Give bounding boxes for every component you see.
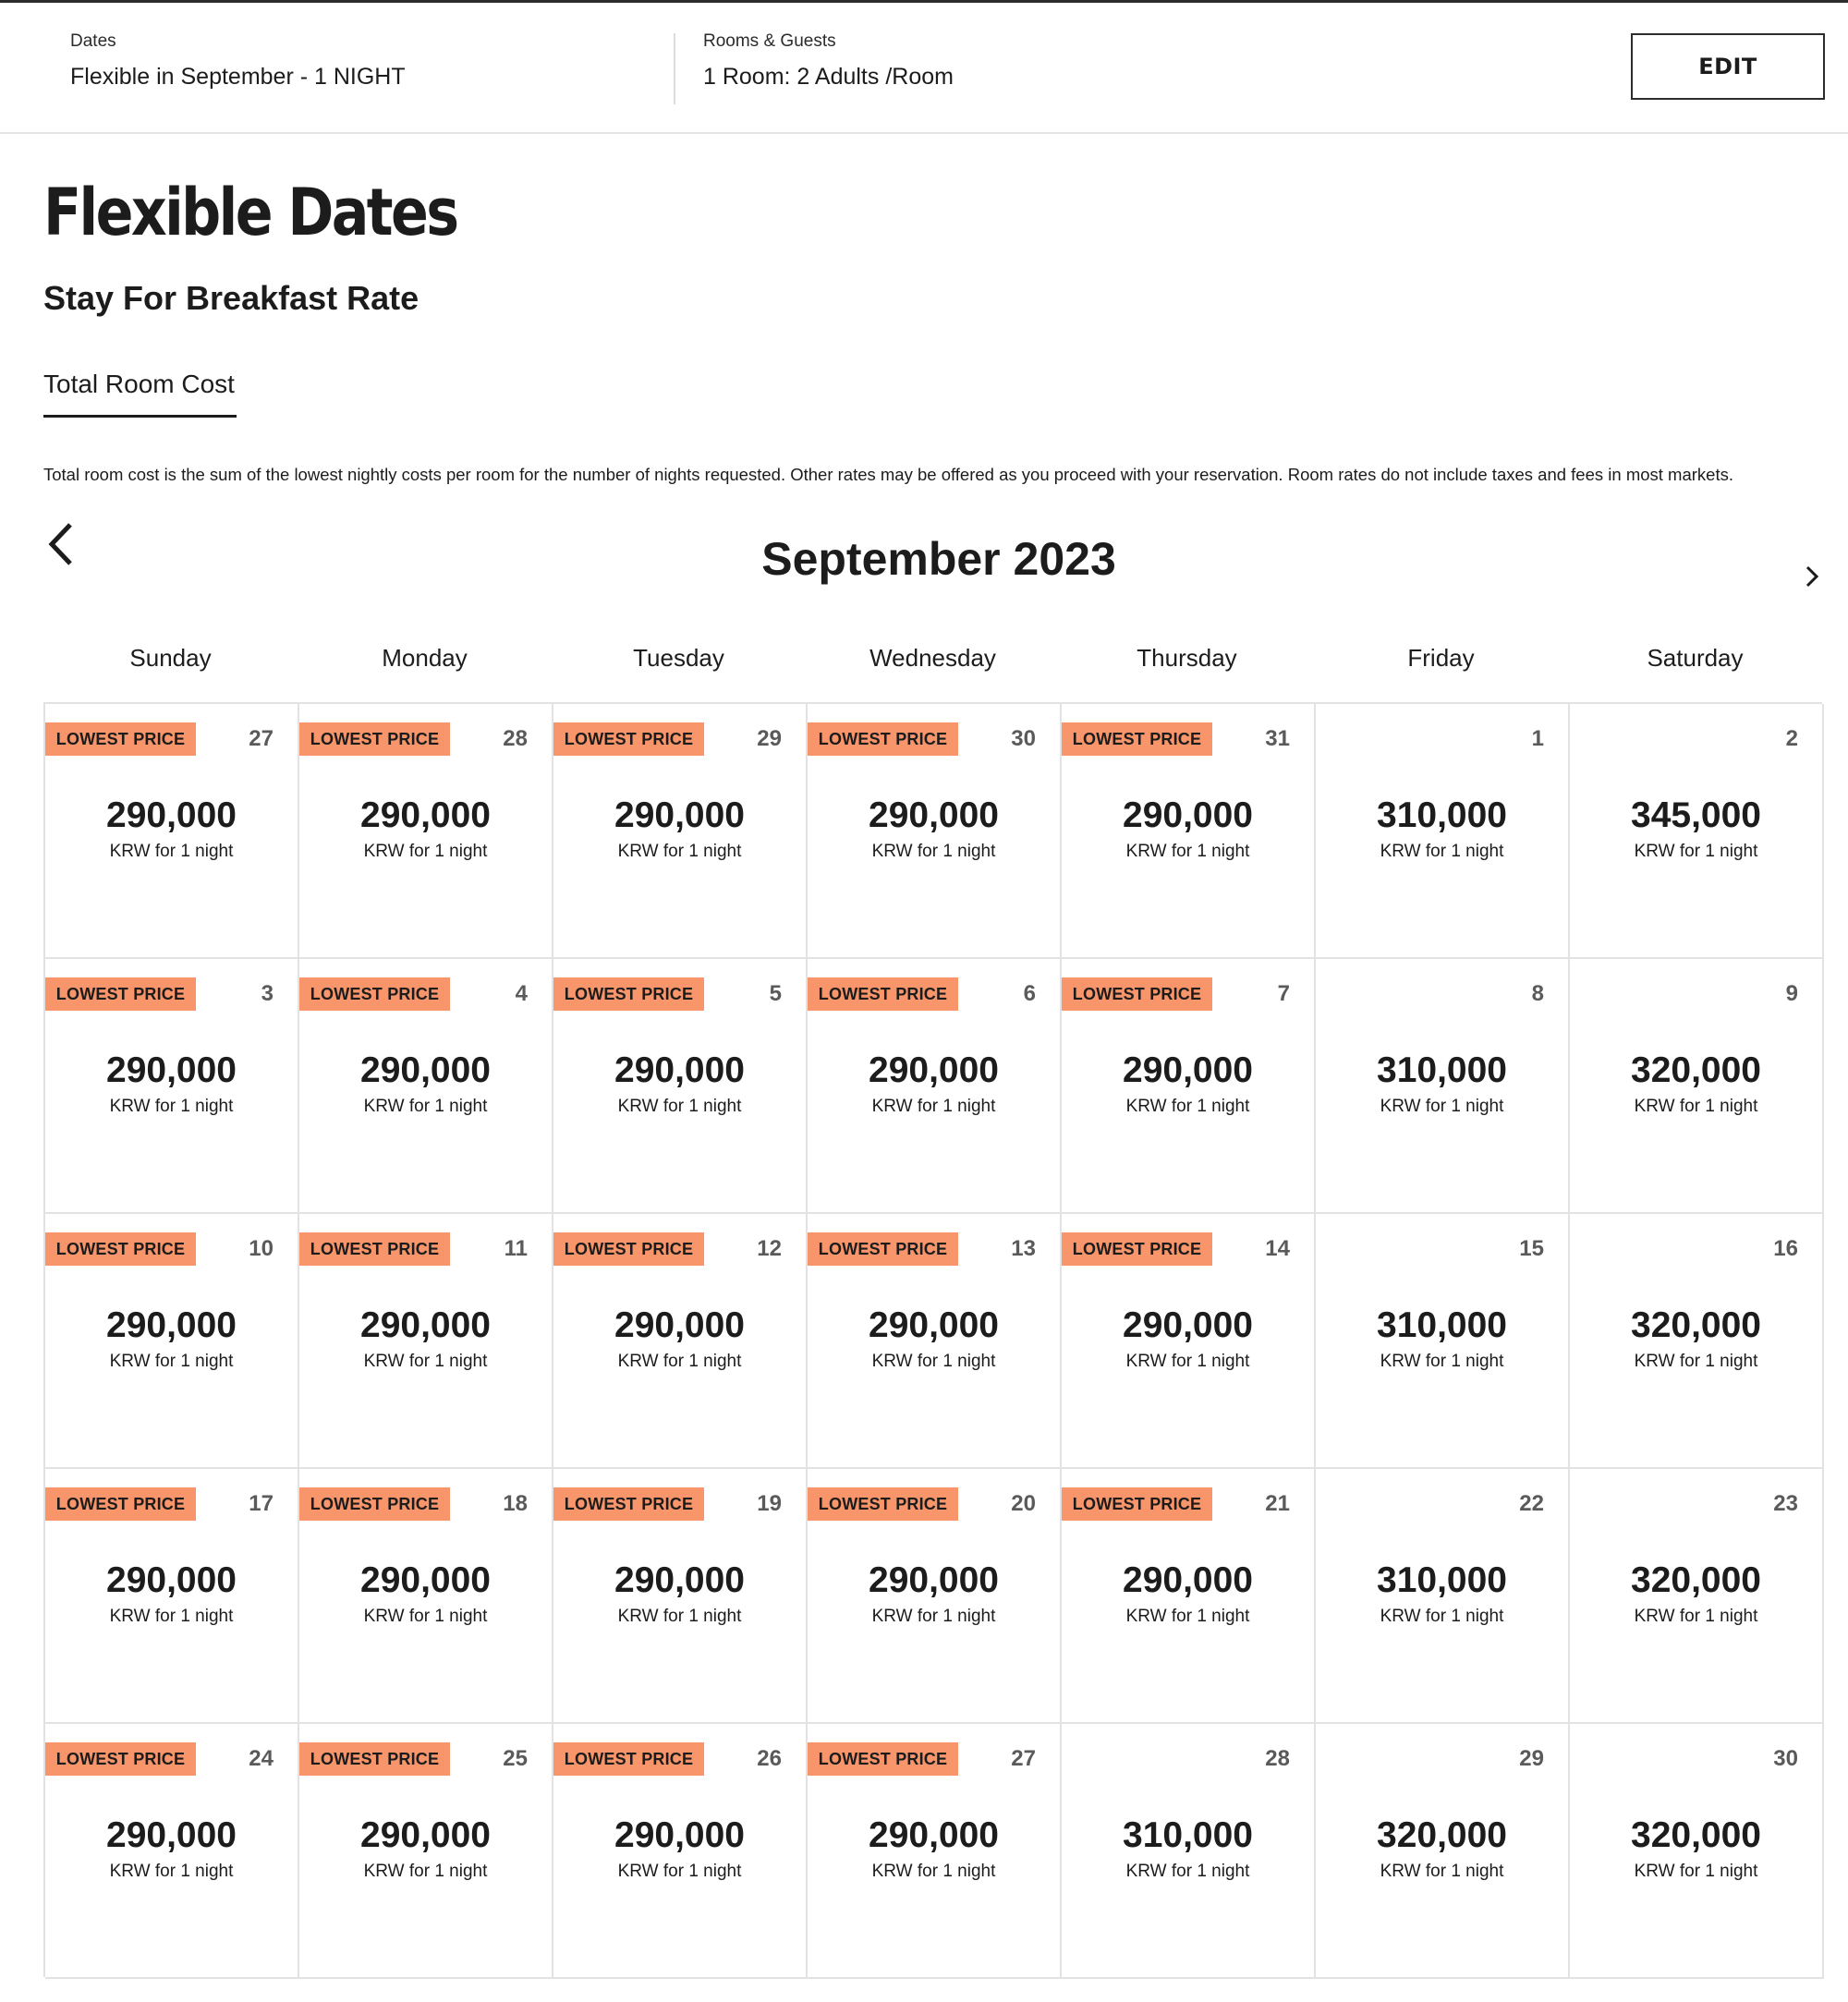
- day-number: 13: [1011, 1236, 1036, 1261]
- price-currency-note: KRW for 1 night: [1380, 1097, 1504, 1116]
- day-price: 290,000: [106, 795, 237, 835]
- price-currency-note: KRW for 1 night: [1634, 1097, 1758, 1116]
- price-currency-note: KRW for 1 night: [1125, 1097, 1250, 1116]
- day-price: 290,000: [869, 1560, 999, 1600]
- day-price: 290,000: [106, 1050, 237, 1090]
- price-currency-note: KRW for 1 night: [109, 1607, 234, 1626]
- lowest-price-badge: LOWEST PRICE: [1062, 1232, 1212, 1266]
- price-currency-note: KRW for 1 night: [1125, 1862, 1250, 1881]
- rate-name: Stay For Breakfast Rate: [43, 279, 419, 317]
- price-currency-note: KRW for 1 night: [1634, 1607, 1758, 1626]
- day-number: 3: [261, 981, 274, 1006]
- calendar-grid: [43, 702, 1822, 1977]
- day-number: 27: [1011, 1746, 1036, 1771]
- calendar-day-cell[interactable]: [1062, 1469, 1316, 1724]
- weekday-saturday: Saturday: [1647, 644, 1744, 672]
- price-currency-note: KRW for 1 night: [871, 1352, 996, 1371]
- price-currency-note: KRW for 1 night: [617, 1607, 742, 1626]
- rooms-guests-label: Rooms & Guests: [703, 31, 836, 51]
- price-currency-note: KRW for 1 night: [109, 1097, 234, 1116]
- lowest-price-badge: LOWEST PRICE: [45, 1487, 196, 1521]
- lowest-price-badge: LOWEST PRICE: [1062, 977, 1212, 1011]
- calendar-day-cell[interactable]: [1570, 1469, 1824, 1724]
- day-number: 4: [515, 981, 528, 1006]
- calendar-day-cell[interactable]: [808, 1214, 1062, 1469]
- day-price: 290,000: [869, 795, 999, 835]
- weekday-sunday: Sunday: [129, 644, 212, 672]
- price-currency-note: KRW for 1 night: [871, 1862, 996, 1881]
- day-number: 15: [1519, 1236, 1544, 1261]
- price-currency-note: KRW for 1 night: [363, 1352, 488, 1371]
- calendar-day-cell[interactable]: [1570, 704, 1824, 959]
- day-number: 12: [757, 1236, 782, 1261]
- day-price: 290,000: [106, 1560, 237, 1600]
- calendar-day-cell[interactable]: [299, 1214, 553, 1469]
- lowest-price-badge: LOWEST PRICE: [299, 1742, 450, 1776]
- calendar-day-cell[interactable]: [1062, 959, 1316, 1214]
- lowest-price-badge: LOWEST PRICE: [1062, 1487, 1212, 1521]
- weekday-monday: Monday: [382, 644, 468, 672]
- price-currency-note: KRW for 1 night: [871, 1097, 996, 1116]
- calendar-day-cell[interactable]: [1062, 1214, 1316, 1469]
- day-number: 22: [1519, 1491, 1544, 1516]
- day-price: 310,000: [1377, 1560, 1507, 1600]
- day-number: 8: [1531, 981, 1544, 1006]
- calendar-day-cell[interactable]: [1316, 1724, 1570, 1979]
- calendar-day-cell[interactable]: [553, 1469, 808, 1724]
- price-currency-note: KRW for 1 night: [617, 1352, 742, 1371]
- day-price: 290,000: [360, 1305, 491, 1345]
- weekday-thursday: Thursday: [1137, 644, 1237, 672]
- day-price: 290,000: [614, 1050, 745, 1090]
- weekday-wednesday: Wednesday: [869, 644, 996, 672]
- calendar-day-cell[interactable]: [45, 959, 299, 1214]
- day-number: 6: [1023, 981, 1036, 1006]
- lowest-price-badge: LOWEST PRICE: [299, 977, 450, 1011]
- calendar-day-cell[interactable]: [808, 704, 1062, 959]
- day-price: 290,000: [614, 1305, 745, 1345]
- price-currency-note: KRW for 1 night: [363, 842, 488, 861]
- day-price: 290,000: [1123, 1560, 1253, 1600]
- day-number: 5: [769, 981, 782, 1006]
- day-number: 24: [249, 1746, 274, 1771]
- lowest-price-badge: LOWEST PRICE: [45, 722, 196, 756]
- day-number: 17: [249, 1491, 274, 1516]
- rooms-guests-value: 1 Room: 2 Adults /Room: [703, 64, 954, 90]
- calendar-day-cell[interactable]: [1062, 704, 1316, 959]
- calendar-day-cell[interactable]: [553, 704, 808, 959]
- day-number: 9: [1785, 981, 1798, 1006]
- calendar-day-cell[interactable]: [45, 1469, 299, 1724]
- lowest-price-badge: LOWEST PRICE: [808, 722, 958, 756]
- price-currency-note: KRW for 1 night: [109, 1862, 234, 1881]
- price-currency-note: KRW for 1 night: [363, 1097, 488, 1116]
- day-price: 310,000: [1377, 1305, 1507, 1345]
- day-price: 290,000: [869, 1815, 999, 1855]
- calendar-day-cell[interactable]: [299, 1724, 553, 1979]
- day-number: 1: [1531, 726, 1544, 751]
- price-currency-note: KRW for 1 night: [1634, 842, 1758, 861]
- day-price: 290,000: [360, 795, 491, 835]
- rate-disclaimer: Total room cost is the sum of the lowest nightly costs per room for the number of nights requested. Other rates may be offered as you proceed with your reservation. Room rates do not include taxes and fees in most markets.: [43, 465, 1733, 484]
- day-price: 290,000: [360, 1815, 491, 1855]
- calendar-day-cell[interactable]: [1316, 1469, 1570, 1724]
- day-number: 26: [757, 1746, 782, 1771]
- price-currency-note: KRW for 1 night: [1380, 1607, 1504, 1626]
- day-number: 10: [249, 1236, 274, 1261]
- calendar-day-cell[interactable]: [299, 1469, 553, 1724]
- price-currency-note: KRW for 1 night: [1125, 1352, 1250, 1371]
- calendar-day-cell[interactable]: [1316, 959, 1570, 1214]
- day-number: 27: [249, 726, 274, 751]
- day-number: 29: [1519, 1746, 1544, 1771]
- day-price: 320,000: [1377, 1815, 1507, 1855]
- day-price: 320,000: [1631, 1815, 1761, 1855]
- calendar-day-cell[interactable]: [553, 1724, 808, 1979]
- weekday-friday: Friday: [1407, 644, 1475, 672]
- price-currency-note: KRW for 1 night: [617, 842, 742, 861]
- day-number: 30: [1773, 1746, 1798, 1771]
- day-number: 18: [503, 1491, 528, 1516]
- day-price: 320,000: [1631, 1305, 1761, 1345]
- calendar-day-cell[interactable]: [1316, 704, 1570, 959]
- price-currency-note: KRW for 1 night: [1125, 842, 1250, 861]
- price-currency-note: KRW for 1 night: [1380, 842, 1504, 861]
- day-price: 290,000: [614, 1560, 745, 1600]
- edit-button[interactable]: EDIT: [1631, 33, 1825, 100]
- day-price: 320,000: [1631, 1560, 1761, 1600]
- calendar-day-cell[interactable]: [299, 704, 553, 959]
- calendar-day-cell[interactable]: [808, 959, 1062, 1214]
- rooms-guests-summary[interactable]: [703, 30, 954, 91]
- month-title: September 2023: [761, 533, 1116, 585]
- calendar-day-cell[interactable]: [553, 1214, 808, 1469]
- calendar-day-cell[interactable]: [1570, 959, 1824, 1214]
- weekday-header: [43, 642, 1822, 673]
- lowest-price-badge: LOWEST PRICE: [299, 722, 450, 756]
- day-price: 310,000: [1377, 1050, 1507, 1090]
- lowest-price-badge: LOWEST PRICE: [553, 1232, 704, 1266]
- day-number: 7: [1277, 981, 1290, 1006]
- dates-summary[interactable]: [70, 30, 406, 91]
- calendar-day-cell[interactable]: [1570, 1214, 1824, 1469]
- price-currency-note: KRW for 1 night: [617, 1097, 742, 1116]
- day-number: 21: [1265, 1491, 1290, 1516]
- lowest-price-badge: LOWEST PRICE: [299, 1487, 450, 1521]
- tab-total-room-cost[interactable]: Total Room Cost: [43, 368, 237, 418]
- day-price: 320,000: [1631, 1050, 1761, 1090]
- lowest-price-badge: LOWEST PRICE: [45, 1232, 196, 1266]
- day-number: 29: [757, 726, 782, 751]
- day-price: 290,000: [1123, 1050, 1253, 1090]
- calendar-day-cell[interactable]: [1570, 1724, 1824, 1979]
- day-price: 310,000: [1123, 1815, 1253, 1855]
- day-number: 25: [503, 1746, 528, 1771]
- day-price: 310,000: [1377, 795, 1507, 835]
- day-number: 11: [504, 1236, 528, 1261]
- day-price: 290,000: [106, 1305, 237, 1345]
- calendar-day-cell[interactable]: [45, 1724, 299, 1979]
- calendar-day-cell[interactable]: [45, 1214, 299, 1469]
- chevron-right-icon: [1802, 564, 1824, 589]
- price-currency-note: KRW for 1 night: [1634, 1352, 1758, 1371]
- day-number: 23: [1773, 1491, 1798, 1516]
- dates-value: Flexible in September - 1 NIGHT: [70, 64, 406, 90]
- day-price: 345,000: [1631, 795, 1761, 835]
- day-number: 14: [1265, 1236, 1290, 1261]
- calendar-day-cell[interactable]: [808, 1724, 1062, 1979]
- price-currency-note: KRW for 1 night: [871, 842, 996, 861]
- lowest-price-badge: LOWEST PRICE: [808, 977, 958, 1011]
- day-price: 290,000: [1123, 795, 1253, 835]
- lowest-price-badge: LOWEST PRICE: [808, 1487, 958, 1521]
- page-title: Flexible Dates: [43, 175, 457, 250]
- lowest-price-badge: LOWEST PRICE: [808, 1742, 958, 1776]
- lowest-price-badge: LOWEST PRICE: [299, 1232, 450, 1266]
- calendar-day-cell[interactable]: [1062, 1724, 1316, 1979]
- day-price: 290,000: [360, 1560, 491, 1600]
- price-currency-note: KRW for 1 night: [363, 1607, 488, 1626]
- day-price: 290,000: [869, 1305, 999, 1345]
- weekday-tuesday: Tuesday: [633, 644, 724, 672]
- day-number: 30: [1011, 726, 1036, 751]
- price-currency-note: KRW for 1 night: [1125, 1607, 1250, 1626]
- price-currency-note: KRW for 1 night: [109, 842, 234, 861]
- day-number: 28: [1265, 1746, 1290, 1771]
- lowest-price-badge: LOWEST PRICE: [1062, 722, 1212, 756]
- lowest-price-badge: LOWEST PRICE: [553, 1742, 704, 1776]
- header-divider: [674, 33, 675, 104]
- lowest-price-badge: LOWEST PRICE: [45, 977, 196, 1011]
- price-currency-note: KRW for 1 night: [109, 1352, 234, 1371]
- price-currency-note: KRW for 1 night: [617, 1862, 742, 1881]
- price-currency-note: KRW for 1 night: [363, 1862, 488, 1881]
- day-price: 290,000: [614, 795, 745, 835]
- search-summary-bar: [0, 3, 1848, 134]
- price-currency-note: KRW for 1 night: [1380, 1352, 1504, 1371]
- calendar-day-cell[interactable]: [299, 959, 553, 1214]
- day-price: 290,000: [106, 1815, 237, 1855]
- lowest-price-badge: LOWEST PRICE: [808, 1232, 958, 1266]
- day-number: 28: [503, 726, 528, 751]
- calendar-day-cell[interactable]: [1316, 1214, 1570, 1469]
- price-currency-note: KRW for 1 night: [1634, 1862, 1758, 1881]
- lowest-price-badge: LOWEST PRICE: [553, 722, 704, 756]
- day-number: 2: [1785, 726, 1798, 751]
- dates-label: Dates: [70, 31, 116, 51]
- calendar-day-cell[interactable]: [553, 959, 808, 1214]
- next-month-button[interactable]: [1802, 564, 1824, 589]
- price-currency-note: KRW for 1 night: [871, 1607, 996, 1626]
- calendar-day-cell[interactable]: [808, 1469, 1062, 1724]
- day-number: 20: [1011, 1491, 1036, 1516]
- price-currency-note: KRW for 1 night: [1380, 1862, 1504, 1881]
- lowest-price-badge: LOWEST PRICE: [45, 1742, 196, 1776]
- day-price: 290,000: [360, 1050, 491, 1090]
- lowest-price-badge: LOWEST PRICE: [553, 1487, 704, 1521]
- lowest-price-badge: LOWEST PRICE: [553, 977, 704, 1011]
- day-price: 290,000: [614, 1815, 745, 1855]
- calendar-day-cell[interactable]: [45, 704, 299, 959]
- day-number: 16: [1773, 1236, 1798, 1261]
- day-price: 290,000: [869, 1050, 999, 1090]
- day-price: 290,000: [1123, 1305, 1253, 1345]
- day-number: 31: [1265, 726, 1290, 751]
- day-number: 19: [757, 1491, 782, 1516]
